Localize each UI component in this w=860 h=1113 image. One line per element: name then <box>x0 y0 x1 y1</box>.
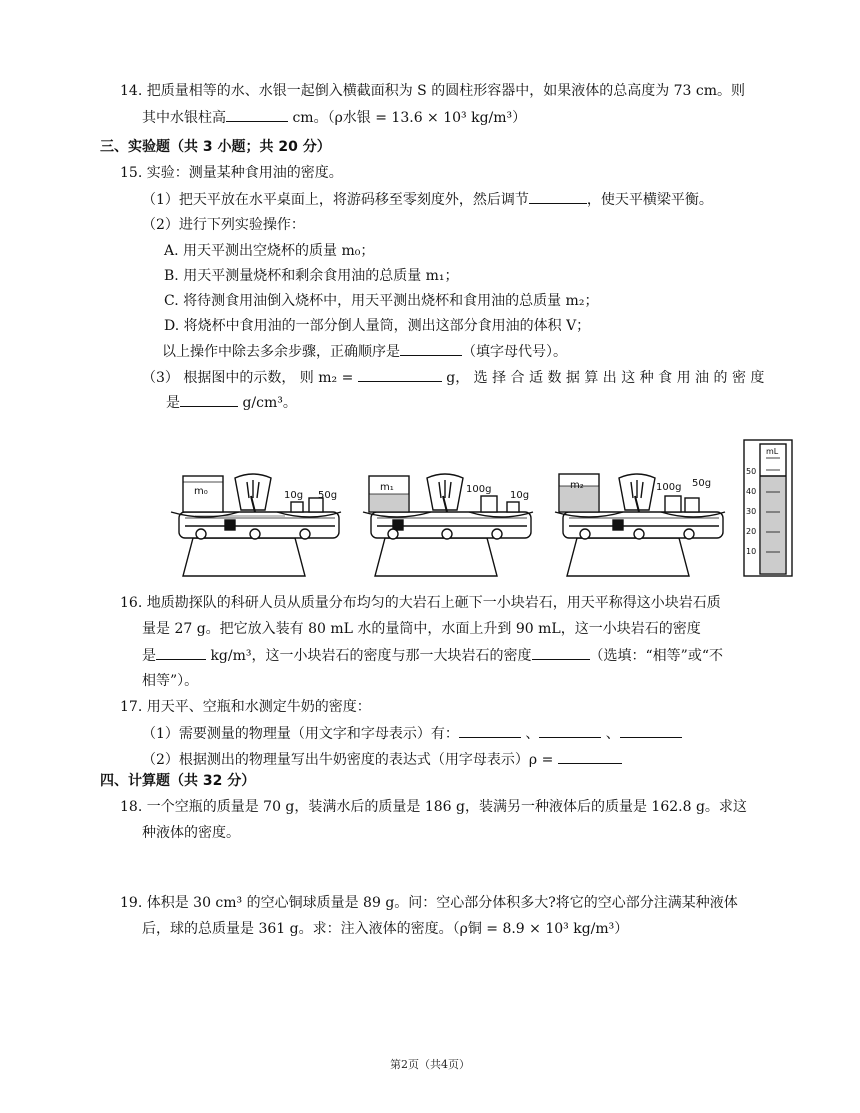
balance-1-cup-label: m₀ <box>194 486 208 497</box>
q19-line1: 19. 体积是 30 cm³ 的空心铜球质量是 89 g。问：空心部分体积多大?将它的空心部分注满某种液体 <box>120 895 738 911</box>
q16-line3-text-a: 是 <box>142 648 156 664</box>
q15-part3 <box>142 367 764 388</box>
q15-step-a: A. 用天平测出空烧杯的质量 m₀； <box>164 243 375 259</box>
q16-line2: 量是 27 g。把它放入装有 80 mL 水的量筒中，水面上升到 90 mL，这一小块岩石的密度 <box>142 621 701 637</box>
q19-line2: 后，球的总质量是 361 g。求：注入液体的密度。（ρ铜 = 8.9 × 10³ kg/m³） <box>142 921 629 937</box>
q14-answer-blank[interactable] <box>226 107 288 122</box>
balance-3-cup-label: m₂ <box>570 480 584 491</box>
q17-expression-blank[interactable] <box>558 749 622 764</box>
q18-line1: 18. 一个空瓶的质量是 70 g，装满水后的质量是 186 g，装满另一种液体后的质量是 162.8 g。求这 <box>120 799 747 815</box>
q17-part1 <box>142 723 682 744</box>
balance-2-weight-2: 10g <box>510 490 530 501</box>
q17-quantity-blank-3[interactable] <box>620 723 682 738</box>
q15-order-text-a: 以上操作中除去多余步骤，正确顺序是 <box>162 344 400 360</box>
q17-part1-text: （1）需要测量的物理量（用文字和字母表示）有： <box>142 726 459 742</box>
q15-part3-text-c: 是 <box>166 395 180 411</box>
q15-step-d: D. 将烧杯中食用油的一部分倒人量筒，测出这部分食用油的体积 V； <box>164 318 591 334</box>
balance-3-weight-1: 100g <box>656 482 682 493</box>
balance-3-weight-2: 50g <box>692 478 712 489</box>
q15-m2-blank[interactable] <box>358 367 442 382</box>
q16-compare-blank[interactable] <box>532 645 590 660</box>
cylinder-tick-30: 30 <box>746 507 757 516</box>
q15-part1-text-b: ，使天平横梁平衡。 <box>586 192 713 208</box>
q15-order <box>162 341 567 362</box>
q15-part1-blank[interactable] <box>529 189 587 204</box>
q15-order-text-b: （填字母代号）。 <box>462 344 567 360</box>
cylinder-tick-20: 20 <box>746 527 757 536</box>
section-4-heading: 四、计算题（共 32 分） <box>100 773 256 789</box>
page-footer: 第2页（共4页） <box>390 1058 470 1071</box>
cylinder-unit: mL <box>766 447 779 456</box>
q14-line2-text-b: cm。（ρ水银 = 13.6 × 10³ kg/m³） <box>288 110 527 126</box>
q16-line3-text-b: kg/m³，这一小块岩石的密度与那一大块岩石的密度 <box>206 648 532 664</box>
balance-2-weight-1: 100g <box>466 484 492 495</box>
q15-part3-text-a: （3） 根据图中的示数， 则 m₂ = <box>142 370 358 386</box>
q14-line2 <box>142 107 526 128</box>
q16-line4: 相等”）。 <box>142 673 199 689</box>
q17-separator-2: 、 <box>601 726 620 742</box>
q15-step-b: B. 用天平测量烧杯和剩余食用油的总质量 m₁； <box>164 268 459 284</box>
cylinder-tick-50: 50 <box>746 467 757 476</box>
q16-line3 <box>142 645 723 666</box>
q17-quantity-blank-2[interactable] <box>539 723 601 738</box>
q17-title: 17. 用天平、空瓶和水测定牛奶的密度： <box>120 699 371 715</box>
q16-line3-text-c: （选填：“相等”或“不 <box>589 648 723 664</box>
q15-part3-line2 <box>166 392 297 413</box>
section-3-heading: 三、实验题（共 3 小题；共 20 分） <box>100 139 331 155</box>
q15-title: 15. 实验：测量某种食用油的密度。 <box>120 165 343 181</box>
q15-density-blank[interactable] <box>180 392 238 407</box>
q17-quantity-blank-1[interactable] <box>459 723 521 738</box>
q18-line2: 种液体的密度。 <box>142 825 240 841</box>
cylinder-tick-40: 40 <box>746 487 757 496</box>
q17-part2-text: （2）根据测出的物理量写出牛奶密度的表达式（用字母表示）ρ = <box>142 752 558 768</box>
q16-line1: 16. 地质勘探队的科研人员从质量分布均匀的大岩石上砸下一小块岩石，用天平称得这小块岩石质 <box>120 595 721 611</box>
q14-line2-text-a: 其中水银柱高 <box>142 110 226 126</box>
q15-part3-text-d: g/cm³。 <box>238 395 297 411</box>
q15-part1-text-a: （1）把天平放在水平桌面上，将游码移至零刻度外，然后调节 <box>142 192 529 208</box>
q14-line1: 14. 把质量相等的水、水银一起倒入横截面积为 S 的圆柱形容器中，如果液体的总高度为 73 cm。则 <box>120 83 746 99</box>
q15-step-c: C. 将待测食用油倒入烧杯中，用天平测出烧杯和食用油的总质量 m₂； <box>164 293 599 309</box>
q15-order-blank[interactable] <box>400 341 462 356</box>
q15-part3-text-b: g， 选 择 合 适 数 据 算 出 这 种 食 用 油 的 密 度 <box>441 370 765 386</box>
q17-separator-1: 、 <box>520 726 540 742</box>
q15-part1 <box>142 189 713 210</box>
balance-figure <box>0 436 860 596</box>
balance-1-weight-1: 10g <box>284 490 304 501</box>
balance-2-cup-label: m₁ <box>380 482 394 493</box>
balance-1-weight-2: 50g <box>318 490 338 501</box>
q17-part2 <box>142 749 622 770</box>
q15-part2: （2）进行下列实验操作： <box>142 217 305 233</box>
cylinder-tick-10: 10 <box>746 547 757 556</box>
q16-density-blank[interactable] <box>156 645 206 660</box>
